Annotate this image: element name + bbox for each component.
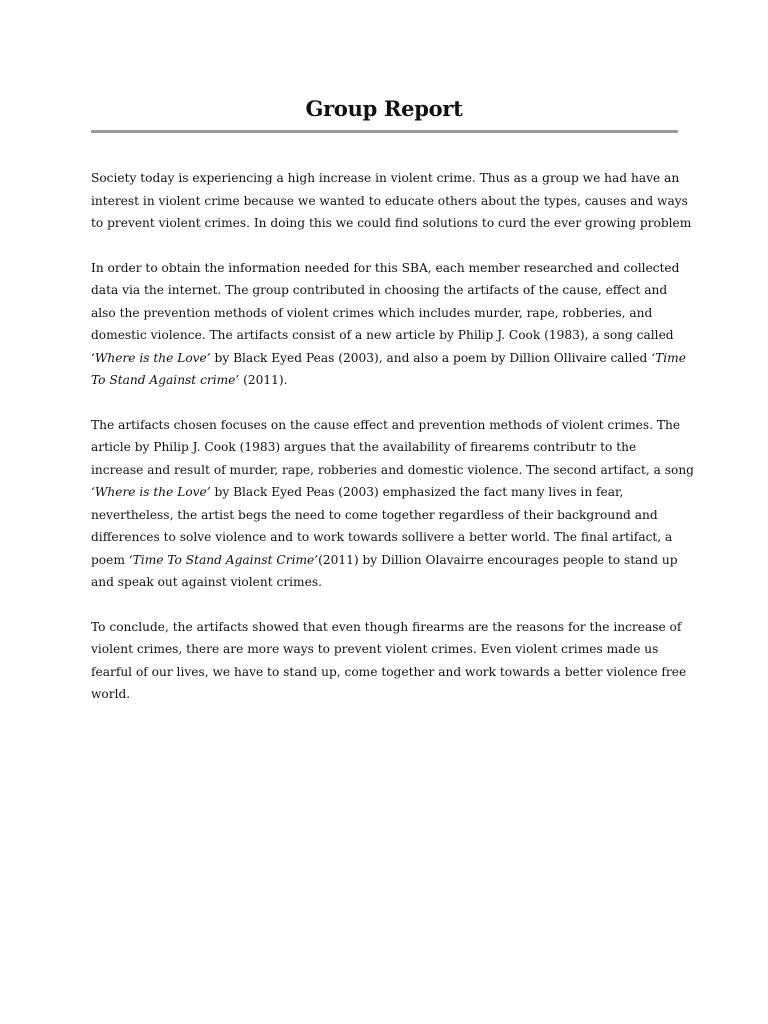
body-text: to prevent violent crimes. In doing this we could find solutions to curd the ever growing problem [91,216,692,230]
text-line [91,459,694,482]
text-line [91,279,691,302]
body-text: by Black Eyed Peas (2003) emphasized the fact many lives in fear, [210,485,624,499]
paragraph-3 [91,414,694,594]
body-text: poem [91,552,129,567]
text-line [91,212,691,235]
body-text: interest in violent crime because we wanted to educate others about the types, causes and ways [91,193,688,208]
text-line [91,324,691,347]
body-text: The artifacts chosen focuses on the cause effect and prevention methods of violent crimes. The [91,417,681,432]
text-line [91,526,691,549]
italic-title-text: To Stand Against crime’ [91,373,240,387]
body-text: data via the internet. The group contributed in choosing the artifacts of the cause, effect and [91,283,668,297]
body-text: fearful of our lives, we have to stand up, come together and work towards a better violence free [91,664,687,679]
text-line [91,571,691,594]
italic-title-text: ‘Where is the Love’ [91,485,211,499]
text-line [91,661,691,684]
title-divider [91,130,678,133]
body-text: by Black Eyed Peas (2003), and also a poem by Dillion Ollivaire called [210,350,652,365]
paragraph-4 [91,616,691,706]
body-text: and speak out against violent crimes. [91,575,322,589]
document-title: Group Report [305,96,463,121]
italic-title-text: ‘Where is the Love’ [91,350,211,365]
paragraph-1 [91,167,691,235]
body-text: Society today is experiencing a high increase in violent crime. Thus as a group we had have an [91,171,680,185]
body-text: increase and result of murder, rape, robberies and domestic violence. The second artifact, a song [91,462,694,477]
body-text: (2011) by Dillion Olavairre encourages people to stand up [318,552,678,567]
text-line [91,504,691,527]
text-line [91,481,691,504]
body-text: differences to solve violence and to work towards sollivere a better world. The final artifact, a [91,530,673,544]
body-text: violent crimes, there are more ways to prevent violent crimes. Even violent crimes made us [91,642,659,656]
italic-title-text: ‘Time To Stand Against Crime’ [128,552,319,567]
text-line [91,302,691,325]
document-body [91,167,694,728]
body-text: To conclude, the artifacts showed that even though firearms are the reasons for the increase of [91,619,682,634]
body-text: world. [91,687,131,701]
text-line [91,190,691,213]
body-text: domestic violence. The artifacts consist of a new article by Philip J. Cook (1983), a song called [91,328,674,342]
italic-title-text: ‘Time [651,350,686,365]
text-line [91,167,691,190]
text-line [91,347,691,370]
body-text: (2011). [239,373,288,387]
text-line [91,638,691,661]
paragraph-2 [91,257,691,392]
body-text: also the prevention methods of violent crimes which includes murder, rape, robberies, and [91,305,653,320]
text-line [91,369,691,392]
text-line [91,436,691,459]
body-text: article by Philip J. Cook (1983) argues that the availability of firearems contributr to the [91,440,637,454]
body-text: In order to obtain the information needed for this SBA, each member researched and collected [91,260,680,275]
text-line [91,414,691,437]
text-line [91,616,691,639]
body-text: nevertheless, the artist begs the need to come together regardless of their background and [91,507,658,522]
text-line [91,683,691,706]
text-line [91,257,691,280]
text-line [91,549,691,572]
